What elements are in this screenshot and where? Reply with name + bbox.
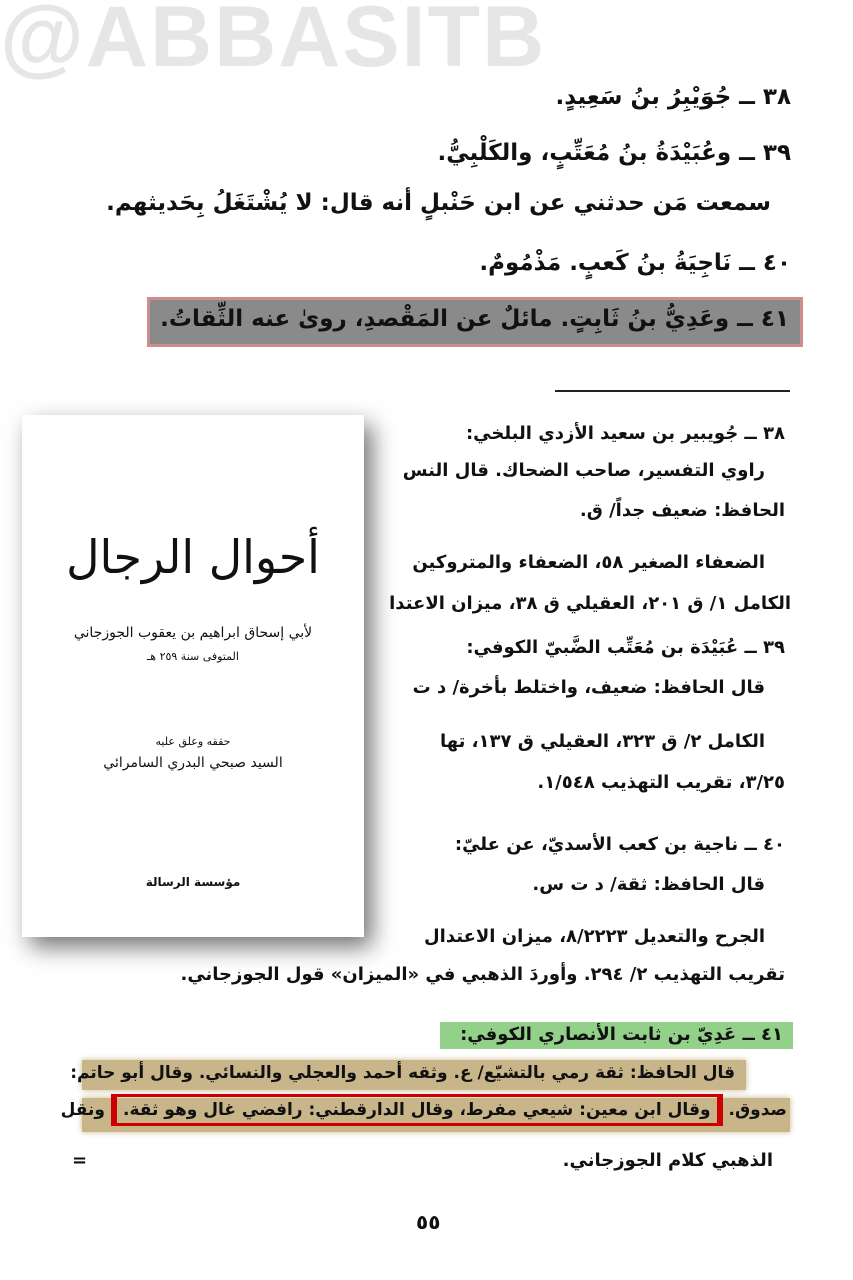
watermark: @ABBASITB xyxy=(0,0,547,85)
book-publisher: مؤسسة الرسالة xyxy=(145,875,241,889)
book-title: أحوال الرجال xyxy=(66,530,320,584)
footnote-41-line: الذهبي كلام الجوزجاني. xyxy=(562,1150,773,1171)
footnote-38-line: راوي التفسير، صاحب الضحاك. قال النس xyxy=(402,460,765,481)
footnote-39-line: قال الحافظ: ضعيف، واختلط بأخرة/ د ت xyxy=(412,677,765,698)
footnote-separator xyxy=(555,390,790,392)
footnote-38-line: الحافظ: ضعيف جداً/ ق. xyxy=(579,500,785,521)
entry-39-quote: سمعت مَن حدثني عن ابن حَنْبلٍ أنه قال: لا يُشْتَغَلُ بِحَديثهم. xyxy=(106,190,771,216)
book-author: لأبي إسحاق ابراهيم بن يعقوب الجوزجاني xyxy=(73,625,313,641)
entry-40: ٤٠ ــ نَاجِيَةُ بنُ كَعبٍ. مَذْمُومٌ. xyxy=(479,250,791,276)
entry-39: ٣٩ ــ وعُبَيْدَةُ بنُ مُعَتِّبٍ، والكَلْبِيُّ. xyxy=(437,140,791,166)
footnote-41-title: ٤١ ــ عَدِيّ بن ثابت الأنصاري الكوفي: xyxy=(460,1024,783,1045)
page-number: ٥٥ xyxy=(416,1210,441,1234)
footnote-41-text: ونقل xyxy=(60,1100,105,1120)
footnote-41-line: قال الحافظ: ثقة رمي بالتشيّع/ ع. وثقه أحمد والعجلي والنسائي. وقال أبو حاتم: xyxy=(70,1063,735,1083)
footnote-40-line: قال الحافظ: ثقة/ د ت س. xyxy=(532,874,765,895)
entry-38: ٣٨ ــ جُوَيْبِرُ بنُ سَعِيدٍ. xyxy=(555,84,791,110)
footnote-41-quote: وقال ابن معين: شيعي مفرط، وقال الدارقطني: رافضي غال وهو ثقة. xyxy=(122,1100,711,1120)
footnote-39-line: ٣/٢٥، تقريب التهذيب ١/٥٤٨. xyxy=(537,772,785,793)
footnote-40-line: الجرح والتعديل ٨/٢٢٢٣، ميزان الاعتدال xyxy=(424,926,765,947)
red-highlight-box xyxy=(111,1094,723,1126)
footnote-39-title: ٣٩ ــ عُبَيْدَة بن مُعَتِّب الضَّبيّ الكوفي: xyxy=(466,637,785,658)
book-editor: السيد صبحي البدري السامرائي xyxy=(103,755,283,771)
entry-41: ٤١ ــ وعَدِيُّ بنُ ثَابِتٍ. مائلٌ عن المَقْصدِ، روىٰ عنه الثِّقاتُ. xyxy=(160,306,789,332)
footnote-38-line: الكامل ١/ ق ٢٠١، العقيلي ق ٣٨، ميزان الاعتدا xyxy=(389,593,791,614)
footnote-39-line: الكامل ٢/ ق ٣٢٣، العقيلي ق ١٣٧، تها xyxy=(440,731,765,752)
footnote-40-line: تقريب التهذيب ٢/ ٢٩٤. وأوردَ الذهبي في «الميزان» قول الجوزجاني. xyxy=(180,964,785,985)
footnote-38-line: الضعفاء الصغير ٥٨، الضعفاء والمتروكين xyxy=(412,552,765,573)
book-editor-label: حققه وعلق عليه xyxy=(155,735,231,748)
book-cover xyxy=(22,415,364,937)
book-author-death: المتوفى سنة ٢٥٩ هـ xyxy=(147,650,239,663)
continuation-mark: = xyxy=(72,1150,88,1171)
footnote-41-text: صدوق. xyxy=(728,1100,787,1120)
footnote-38-title: ٣٨ ــ جُويبير بن سعيد الأزدي البلخي: xyxy=(465,423,785,444)
footnote-40-title: ٤٠ ــ ناجية بن كعب الأسديّ، عن عليّ: xyxy=(454,834,785,855)
footnote-41-line-2 xyxy=(61,1094,787,1126)
